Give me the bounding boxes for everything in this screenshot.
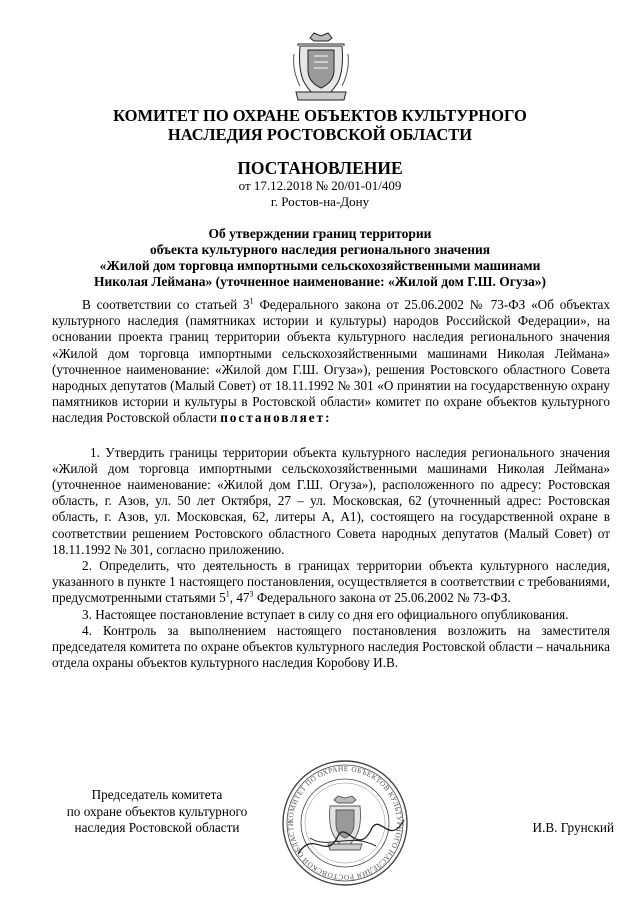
item-2-text-c: Федерального закона от 25.06.2002 № 73-ФЗ. bbox=[253, 590, 511, 606]
preamble-text-b: Федерального закона от 25.06.2002 № 73-ФЗ «Об объектах культурного наследия (памятниках истории и культуры) народов Российской Федерации», на основании проекта границ территории объекта культурного наследия регионального значения «Жилой дом торговца импортными сельскохозяйственными машинами Николая Леймана» (уточненное наименование: «Жилой дом Г.Ш. Огуза»), решения Ростовского областного Совета народных депутатов (Малый Совет) от 18.11.1992 № 301 «О принятии на государственную охрану памятников истории и культуры в Ростовской области» комитет по охране объектов культурного наследия Ростовской области bbox=[52, 297, 610, 426]
signatory-name: И.В. Грунский bbox=[532, 820, 614, 835]
item-2-superscript-1: 1 bbox=[225, 590, 230, 600]
organization-name-line1: КОМИТЕТ ПО ОХРАНЕ ОБЪЕКТОВ КУЛЬТУРНОГО bbox=[113, 106, 527, 125]
item-3: 3. Настоящее постановление вступает в силу со дня его официального опубликования. bbox=[82, 606, 569, 622]
preamble-paragraph bbox=[52, 297, 610, 427]
signatory-position-line2: по охране объектов культурного bbox=[66, 803, 248, 819]
decree-subject bbox=[40, 226, 600, 290]
organization-name bbox=[40, 106, 600, 144]
preamble-text-a: В соответствии со статьей 3 bbox=[82, 297, 250, 312]
decree-title: ПОСТАНОВЛЕНИЕ bbox=[237, 158, 403, 178]
organization-name-line2: НАСЛЕДИЯ РОСТОВСКОЙ ОБЛАСТИ bbox=[167, 125, 473, 144]
item-1: 1. Утвердить границы территории объекта культурного наследия регионального значения «Жилой дом торговца импортными сельскохозяйственными машинами Николая Леймана» (уточненное наименование: «Жилой дом Г.Ш. Огуза»), расположенного по адресу: Ростовская область, г. Азов, ул. 50 лет Октября, 27 – ул. Московская, 62 (уточненный адрес: Ростовская область, г. Азов, ул. Московская, 62, литеры А, А1), состоящего на государственной охране в соответствии решением Ростовского областного Совета народных депутатов (Малый Совет) от 18.11.1992 № 301, согласно приложению. bbox=[52, 444, 610, 557]
subject-line1: Об утверждении границ территории bbox=[208, 226, 432, 241]
decree-city: г. Ростов-на-Дону bbox=[270, 194, 370, 209]
preamble-action: постановляет: bbox=[220, 410, 332, 426]
signatory-position-line3: наследия Ростовской области bbox=[74, 820, 240, 835]
subject-line2: объекта культурного наследия регионального значения bbox=[149, 242, 491, 257]
signatory-position-line1: Председатель комитета bbox=[91, 787, 223, 802]
item-4: 4. Контроль за выполнением настоящего постановления возложить на заместителя председателя комитета по охране объектов культурного наследия Ростовской области – начальника отдела охраны объектов культурного наследия Коробову И.В. bbox=[52, 622, 610, 671]
preamble-superscript: 1 bbox=[249, 296, 254, 306]
decree-body bbox=[52, 297, 610, 671]
item-2-superscript-2: 3 bbox=[249, 590, 254, 600]
subject-line3: «Жилой дом торговца импортными сельскохозяйственными машинами bbox=[99, 258, 541, 273]
official-seal-icon bbox=[280, 758, 410, 888]
item-2 bbox=[52, 558, 610, 607]
coat-of-arms-icon bbox=[290, 30, 352, 102]
seal-ring-text: КОМИТЕТ ПО ОХРАНЕ ОБЪЕКТОВ КУЛЬТУРНОГО НАСЛЕДИЯ РОСТОВСКОЙ ОБЛАСТИ bbox=[285, 763, 405, 883]
subject-line4: Николая Леймана» (уточненное наименование: «Жилой дом Г.Ш. Огуза») bbox=[93, 274, 547, 289]
decree-date-number: от 17.12.2018 № 20/01-01/409 bbox=[238, 178, 402, 193]
signatory-position bbox=[52, 787, 262, 837]
item-2-text-b: , 47 bbox=[229, 590, 250, 606]
decree-meta bbox=[40, 178, 600, 210]
item-2-text-a: 2. Определить, что деятельность в границах территории объекта культурного наследия, указанного в пункте 1 настоящего постановления, осуществляется в соответствии с требованиями, предусмотренными статьями 5 bbox=[52, 558, 610, 606]
